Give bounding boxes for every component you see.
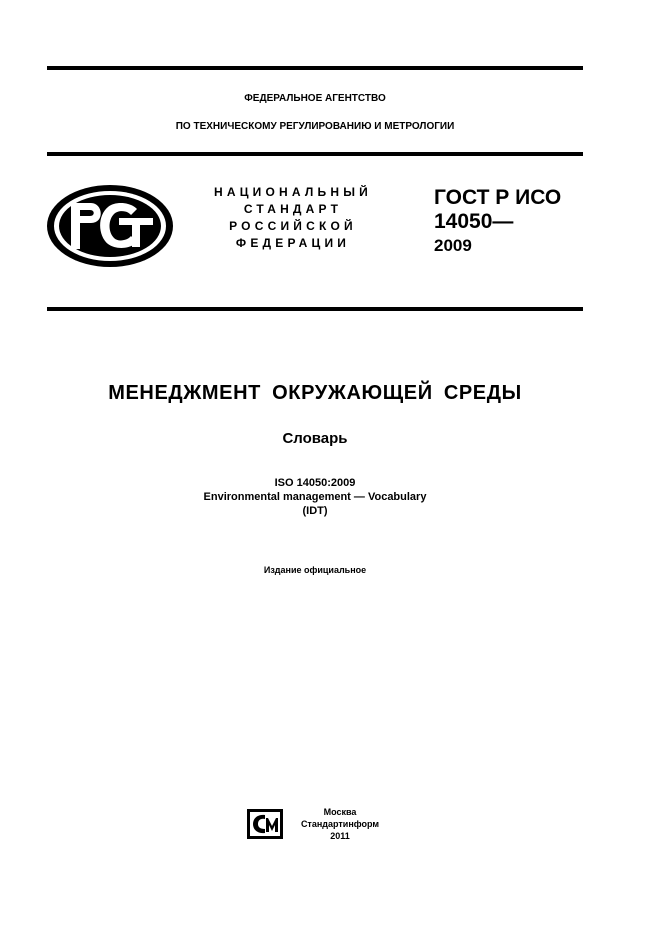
top-rule <box>47 66 583 70</box>
designation-line-3: 2009 <box>434 236 472 255</box>
standard-type-line-1: НАЦИОНАЛЬНЫЙ <box>213 185 373 199</box>
rst-gost-logo-icon <box>45 183 175 274</box>
iso-degree: (IDT) <box>302 505 328 517</box>
agency-line-1: ФЕДЕРАЛЬНОЕ АГЕНТСТВО <box>244 93 386 104</box>
document-title: МЕНЕДЖМЕНТ ОКРУЖАЮЩЕЙ СРЕДЫ <box>108 382 522 404</box>
iso-number: ISO 14050:2009 <box>274 477 356 489</box>
publisher-year: 2011 <box>330 831 350 841</box>
document-subtitle: Словарь <box>282 430 348 447</box>
header-bottom-rule <box>47 152 583 156</box>
edition-note: Издание официальное <box>263 565 367 575</box>
standard-type-line-4: ФЕДЕРАЦИИ <box>235 236 351 250</box>
designation-line-1: ГОСТ Р ИСО <box>434 186 562 209</box>
standard-type-line-2: СТАНДАРТ <box>243 202 343 216</box>
publisher-name: Стандартинформ <box>300 819 380 829</box>
mid-rule <box>47 307 583 311</box>
standard-type-line-3: РОССИЙСКОЙ <box>229 219 357 233</box>
iso-english-title: Environmental management — Vocabulary <box>203 491 427 503</box>
iso-reference <box>0 476 630 518</box>
designation-line-2: 14050— <box>434 210 514 233</box>
standartinform-logo-icon <box>246 808 284 845</box>
publisher-info <box>290 806 390 842</box>
standard-type <box>200 184 386 252</box>
publisher-city: Москва <box>323 807 357 817</box>
standard-designation <box>434 186 561 258</box>
agency-line-2: ПО ТЕХНИЧЕСКОМУ РЕГУЛИРОВАНИЮ И МЕТРОЛОГИИ <box>175 121 455 132</box>
